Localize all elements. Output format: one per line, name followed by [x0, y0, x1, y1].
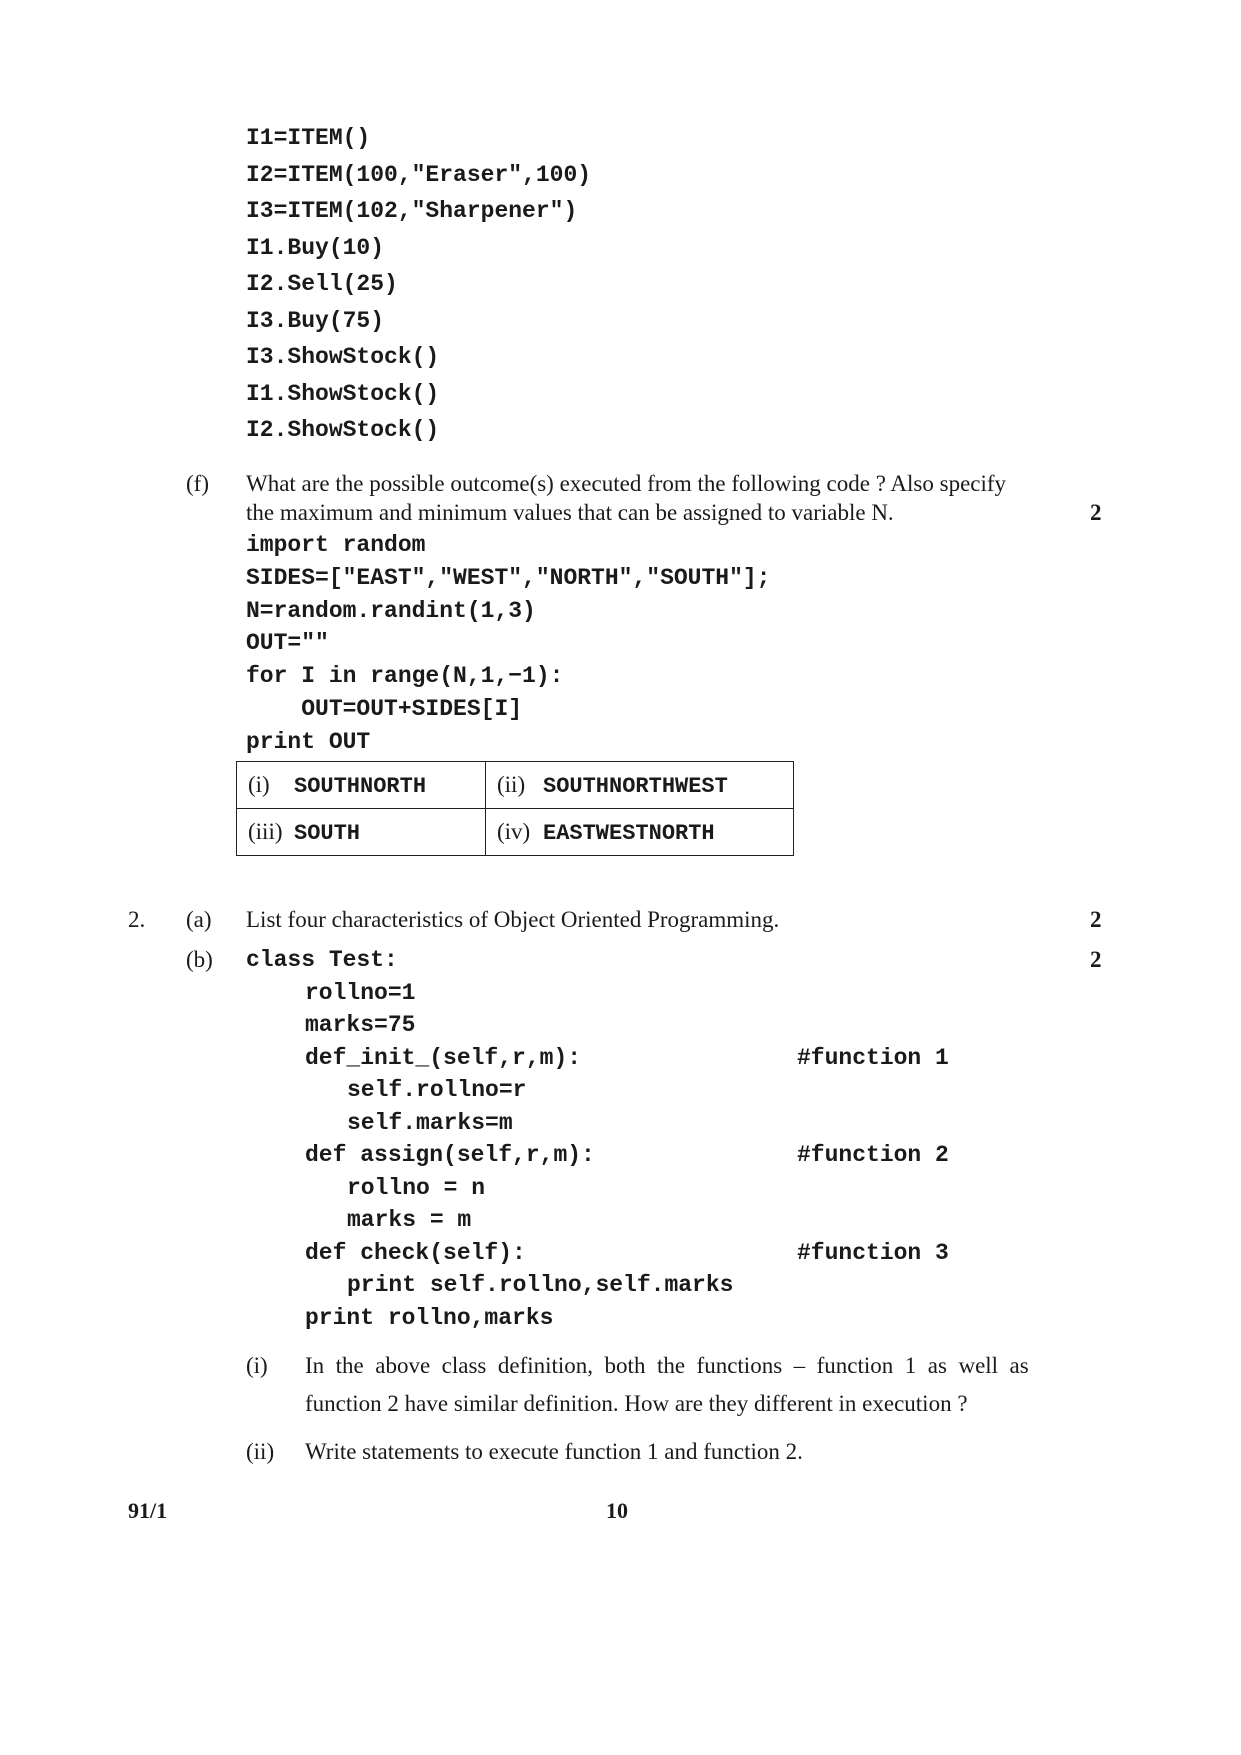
code-line: rollno = n — [347, 1175, 486, 1201]
sub-question-label: (ii) — [246, 1439, 275, 1464]
sub-question-text: In the above class definition, both the functions – function 1 as well as — [305, 1353, 1029, 1378]
code-line: print self.rollno,self.marks — [347, 1272, 734, 1298]
option-value: EASTWESTNORTH — [543, 820, 715, 846]
question-text: the maximum and minimum values that can be assigned to variable N. — [246, 500, 894, 525]
question-label: (a) — [186, 907, 212, 932]
question-text: What are the possible outcome(s) executed from the following code ? Also specify — [246, 471, 1007, 496]
sub-question-text: Write statements to execute function 1 and function 2. — [305, 1439, 803, 1464]
sub-question-label: (i) — [246, 1353, 268, 1378]
option-label: (iii) — [248, 818, 283, 844]
option-label: (iv) — [497, 818, 531, 844]
code-comment: #function 3 — [797, 1240, 949, 1266]
option-value: SOUTH — [294, 820, 361, 846]
question-text: List four characteristics of Object Oriented Programming. — [246, 907, 780, 932]
paper-code: 91/1 — [128, 1498, 168, 1523]
page-number: 10 — [606, 1498, 628, 1523]
code-line: class Test: — [246, 947, 398, 973]
code-line: I1.ShowStock() — [246, 381, 440, 407]
options-table — [236, 761, 794, 856]
option-cell — [486, 809, 794, 856]
code-line: I2.Sell(25) — [246, 271, 398, 297]
code-line: print OUT — [246, 729, 371, 755]
code-line: def assign(self,r,m): — [305, 1142, 595, 1168]
code-line: def_init_(self,r,m): — [305, 1045, 582, 1071]
code-line: self.marks=m — [347, 1110, 513, 1136]
marks: 2 — [1090, 947, 1102, 972]
question-label: (b) — [186, 947, 213, 972]
marks: 2 — [1090, 907, 1102, 932]
code-line: print rollno,marks — [305, 1305, 554, 1331]
question-number: 2. — [128, 907, 146, 932]
code-comment: #function 1 — [797, 1045, 949, 1071]
option-cell — [237, 809, 486, 856]
option-cell — [237, 762, 486, 809]
code-line: import random — [246, 532, 426, 558]
code-line: I3.Buy(75) — [246, 308, 385, 334]
code-line: I2=ITEM(100,"Eraser",100) — [246, 162, 592, 188]
option-value: SOUTHNORTHWEST — [543, 773, 728, 799]
code-line: rollno=1 — [305, 980, 416, 1006]
option-value: SOUTHNORTH — [294, 773, 427, 799]
code-line: N=random.randint(1,3) — [246, 598, 536, 624]
code-line: I1=ITEM() — [246, 125, 371, 151]
code-line: def check(self): — [305, 1240, 526, 1266]
option-cell — [486, 762, 794, 809]
code-line: OUT=OUT+SIDES[I] — [246, 696, 523, 722]
code-line: I3.ShowStock() — [246, 344, 440, 370]
code-comment: #function 2 — [797, 1142, 949, 1168]
code-line: I3=ITEM(102,"Sharpener") — [246, 198, 578, 224]
code-line: self.rollno=r — [347, 1077, 527, 1103]
code-line: marks=75 — [305, 1012, 416, 1038]
option-label: (ii) — [497, 771, 526, 797]
code-line: SIDES=["EAST","WEST","NORTH","SOUTH"]; — [246, 565, 771, 591]
sub-question-text: function 2 have similar definition. How are they different in execution ? — [305, 1391, 968, 1416]
question-label: (f) — [186, 471, 209, 496]
code-line: I2.ShowStock() — [246, 417, 440, 443]
code-line: marks = m — [347, 1207, 472, 1233]
code-line: OUT="" — [246, 630, 329, 656]
marks: 2 — [1090, 500, 1102, 525]
option-label: (i) — [248, 771, 270, 797]
code-line: I1.Buy(10) — [246, 235, 385, 261]
code-line: for I in range(N,1,−1): — [246, 663, 564, 689]
